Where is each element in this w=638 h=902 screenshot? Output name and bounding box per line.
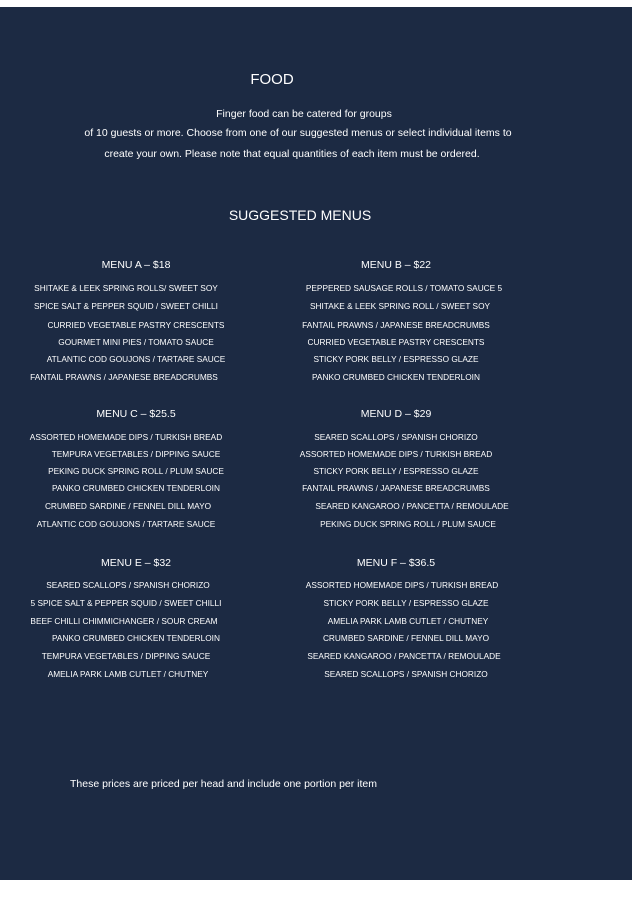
menu-e-heading: MENU E – $32	[100, 557, 172, 569]
menu-a-heading: MENU A – $18	[101, 259, 171, 271]
menu-e-item: TEMPURA VEGETABLES / DIPPING SAUCE	[41, 651, 211, 661]
menu-b-item: FANTAIL PRAWNS / JAPANESE BREADCRUMBS	[302, 320, 490, 330]
menu-c-item: PEKING DUCK SPRING ROLL / PLUM SAUCE	[48, 466, 224, 476]
menu-e-item: AMELIA PARK LAMB CUTLET / CHUTNEY	[47, 669, 209, 679]
menu-a-item: ATLANTIC COD GOUJONS / TARTARE SAUCE	[46, 354, 226, 364]
menu-d-item: ASSORTED HOMEMADE DIPS / TURKISH BREAD	[299, 449, 493, 459]
menu-c-item: TEMPURA VEGETABLES / DIPPING SAUCE	[51, 449, 221, 459]
menu-a-item: FANTAIL PRAWNS / JAPANESE BREADCRUMBS	[30, 372, 218, 382]
menu-e-item: BEEF CHILLI CHIMMICHANGER / SOUR CREAM	[30, 616, 218, 626]
menu-d-item: FANTAIL PRAWNS / JAPANESE BREADCRUMBS	[302, 483, 490, 493]
menu-page	[0, 7, 632, 880]
menu-f-item: AMELIA PARK LAMB CUTLET / CHUTNEY	[327, 616, 489, 626]
menu-a-item: GOURMET MINI PIES / TOMATO SAUCE	[58, 337, 214, 347]
menu-b-item: PEPPERED SAUSAGE ROLLS / TOMATO SAUCE 5	[305, 283, 503, 293]
intro-line-2: of 10 guests or more. Choose from one of our suggested menus or select individual items to	[84, 127, 512, 139]
menu-a-item: SHITAKE & LEEK SPRING ROLLS/ SWEET SOY	[34, 283, 218, 293]
menu-a-item: CURRIED VEGETABLE PASTRY CRESCENTS	[47, 320, 225, 330]
menu-b-item: CURRIED VEGETABLE PASTRY CRESCENTS	[307, 337, 485, 347]
menu-c-item: CRUMBED SARDINE / FENNEL DILL MAYO	[44, 501, 212, 511]
menu-f-item: ASSORTED HOMEMADE DIPS / TURKISH BREAD	[305, 580, 499, 590]
menu-e-item: 5 SPICE SALT & PEPPER SQUID / SWEET CHILLI	[30, 598, 222, 608]
menu-f-item: SEARED KANGAROO / PANCETTA / REMOULADE	[307, 651, 501, 661]
intro-line-3: create your own. Please note that equal quantities of each item must be ordered.	[104, 148, 480, 160]
menu-f-item: SEARED SCALLOPS / SPANISH CHORIZO	[324, 669, 488, 679]
menu-e-item: PANKO CRUMBED CHICKEN TENDERLOIN	[52, 633, 220, 643]
menu-b-heading: MENU B – $22	[360, 259, 432, 271]
page-title: FOOD	[250, 71, 294, 88]
menu-d-item: PEKING DUCK SPRING ROLL / PLUM SAUCE	[320, 519, 496, 529]
menu-d-item: SEARED SCALLOPS / SPANISH CHORIZO	[314, 432, 478, 442]
menu-c-item: ASSORTED HOMEMADE DIPS / TURKISH BREAD	[29, 432, 223, 442]
menu-f-heading: MENU F – $36.5	[356, 557, 436, 569]
menu-b-item: PANKO CRUMBED CHICKEN TENDERLOIN	[312, 372, 480, 382]
menu-d-heading: MENU D – $29	[360, 408, 432, 420]
menu-c-item: ATLANTIC COD GOUJONS / TARTARE SAUCE	[36, 519, 216, 529]
menu-b-item: STICKY PORK BELLY / ESPRESSO GLAZE	[313, 354, 479, 364]
menu-b-item: SHITAKE & LEEK SPRING ROLL / SWEET SOY	[309, 301, 491, 311]
menu-c-item: PANKO CRUMBED CHICKEN TENDERLOIN	[52, 483, 220, 493]
menu-c-heading: MENU C – $25.5	[96, 408, 176, 420]
pricing-note: These prices are priced per head and include one portion per item	[70, 778, 378, 790]
menu-d-item: STICKY PORK BELLY / ESPRESSO GLAZE	[313, 466, 479, 476]
section-title: SUGGESTED MENUS	[228, 207, 372, 223]
menu-f-item: STICKY PORK BELLY / ESPRESSO GLAZE	[323, 598, 489, 608]
menu-a-item: SPICE SALT & PEPPER SQUID / SWEET CHILLI	[34, 301, 218, 311]
menu-f-item: CRUMBED SARDINE / FENNEL DILL MAYO	[322, 633, 490, 643]
intro-line-1: Finger food can be catered for groups	[216, 108, 392, 120]
menu-e-item: SEARED SCALLOPS / SPANISH CHORIZO	[46, 580, 210, 590]
menu-d-item: SEARED KANGAROO / PANCETTA / REMOULADE	[315, 501, 509, 511]
